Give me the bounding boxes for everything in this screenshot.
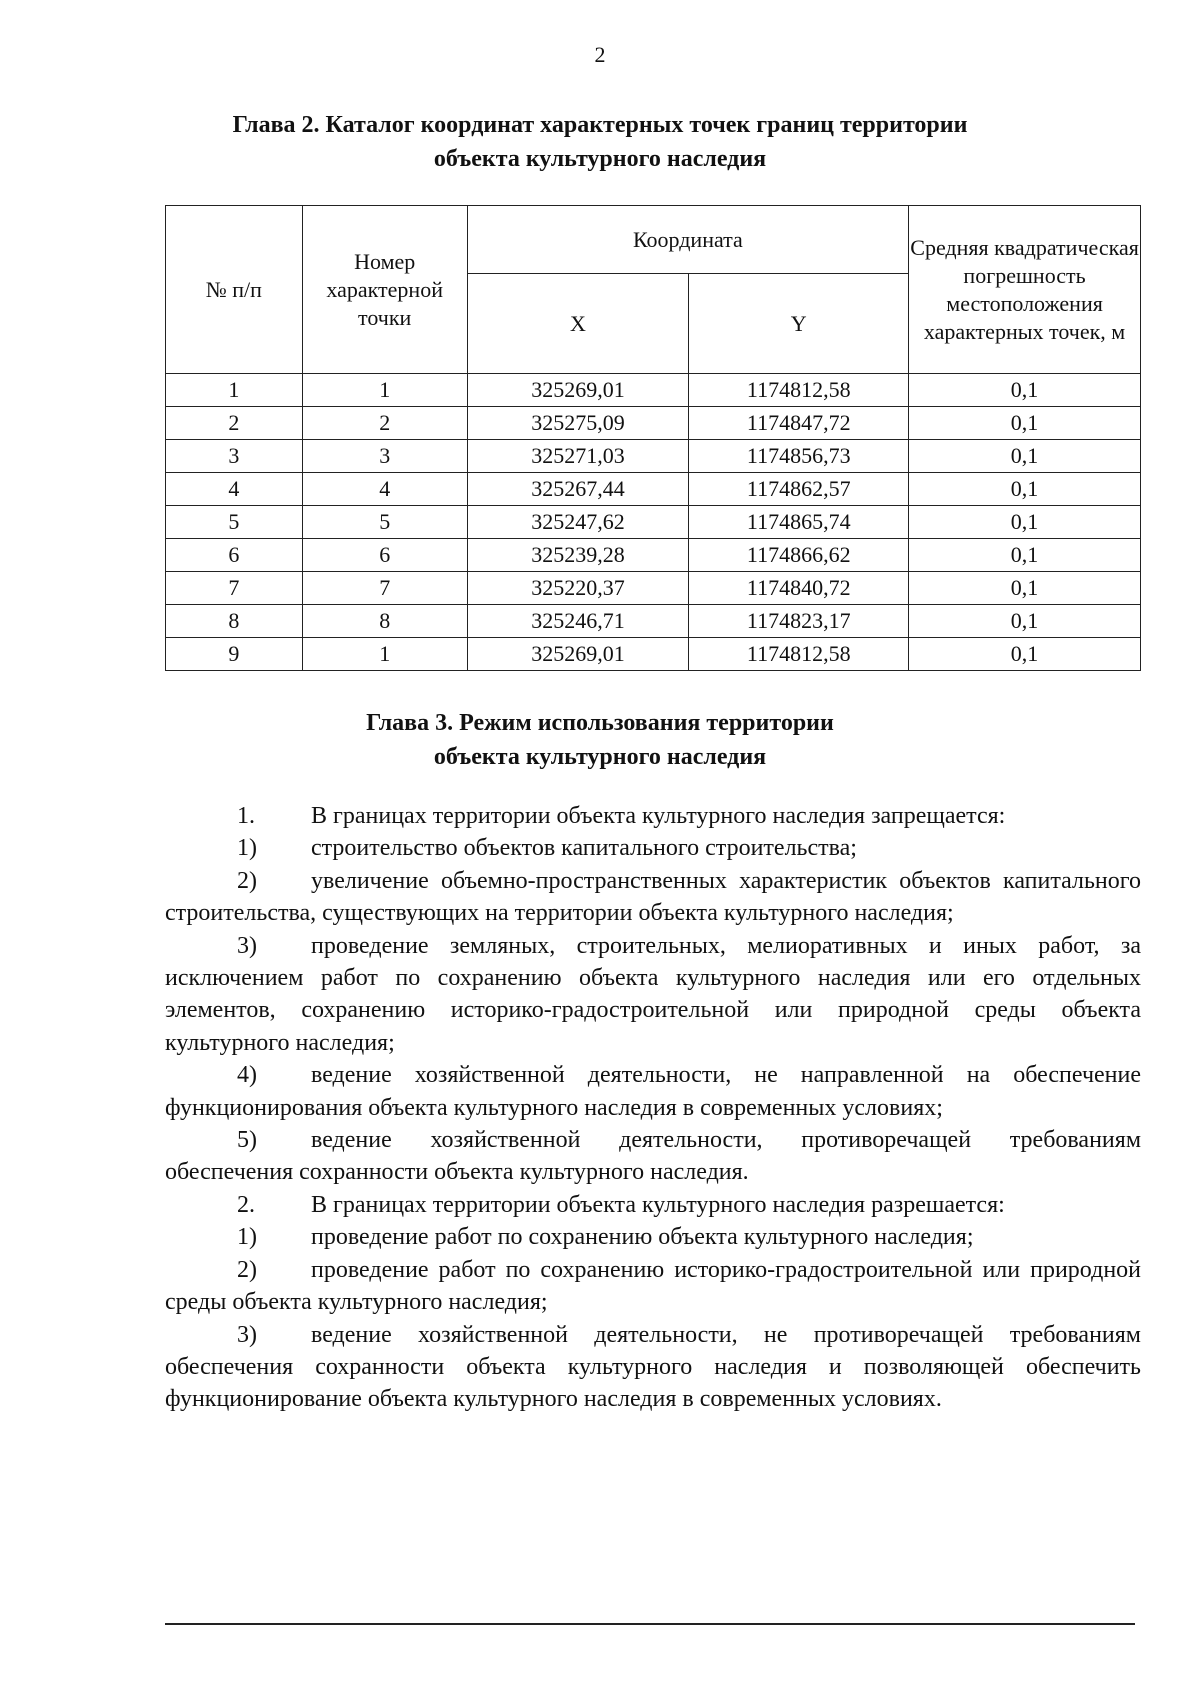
coordinates-table — [165, 205, 1141, 671]
coordinates-table-body — [166, 374, 1141, 671]
table-row — [166, 539, 1141, 572]
cell-x: 325247,62 — [467, 506, 689, 539]
paragraph — [165, 1059, 1141, 1124]
cell-y: 1174823,17 — [689, 605, 909, 638]
table-row — [166, 506, 1141, 539]
cell-point: 7 — [302, 572, 467, 605]
cell-x: 325275,09 — [467, 407, 689, 440]
cell-point: 8 — [302, 605, 467, 638]
paragraph-text: В границах территории объекта культурного наследия разрешается: — [311, 1191, 1005, 1218]
cell-error: 0,1 — [909, 605, 1141, 638]
paragraph-text: ведение хозяйственной деятельности, не направленной на обеспечение функционирования объекта культурного наследия в современных условиях; — [165, 1062, 1141, 1121]
paragraph-number: 2) — [237, 867, 257, 894]
header-error: Средняя квадратическая погрешность местоположения характерных точек, м — [909, 206, 1141, 374]
cell-error: 0,1 — [909, 572, 1141, 605]
table-row — [166, 572, 1141, 605]
cell-num: 5 — [166, 506, 303, 539]
bottom-rule — [165, 1623, 1135, 1625]
cell-x: 325220,37 — [467, 572, 689, 605]
cell-x: 325239,28 — [467, 539, 689, 572]
cell-point: 2 — [302, 407, 467, 440]
paragraph-number: 4) — [237, 1062, 257, 1089]
table-row — [166, 440, 1141, 473]
chapter-3-heading — [0, 706, 1200, 774]
cell-point: 4 — [302, 473, 467, 506]
paragraph-text: строительство объектов капитального строительства; — [311, 835, 857, 862]
paragraph-number: 1) — [237, 1224, 257, 1251]
cell-x: 325269,01 — [467, 374, 689, 407]
cell-x: 325269,01 — [467, 638, 689, 671]
paragraph-text: ведение хозяйственной деятельности, противоречащей требованиям обеспечения сохранности объекта культурного наследия. — [165, 1127, 1141, 1186]
cell-error: 0,1 — [909, 407, 1141, 440]
cell-num: 7 — [166, 572, 303, 605]
cell-y: 1174866,62 — [689, 539, 909, 572]
header-point: Номер характерной точки — [302, 206, 467, 374]
chapter-3-title-line2: объекта культурного наследия — [433, 744, 767, 770]
table-row — [166, 374, 1141, 407]
paragraph-text: увеличение объемно-пространственных характеристик объектов капитального строительства, существующих на территории объекта культурного наследия; — [165, 867, 1141, 927]
paragraph-number: 2) — [237, 1256, 257, 1283]
cell-point: 5 — [302, 506, 467, 539]
cell-num: 2 — [166, 407, 303, 440]
header-y: Y — [689, 274, 909, 374]
paragraph-text: проведение работ по сохранению объекта культурного наследия; — [311, 1224, 974, 1251]
paragraph — [165, 1254, 1141, 1319]
cell-error: 0,1 — [909, 440, 1141, 473]
paragraph-text: проведение работ по сохранению историко-градостроительной или природной среды объекта культурного наследия; — [165, 1256, 1141, 1316]
paragraph — [165, 832, 1141, 864]
paragraph-number: 5) — [237, 1127, 257, 1154]
cell-y: 1174865,74 — [689, 506, 909, 539]
cell-point: 3 — [302, 440, 467, 473]
chapter-2-heading — [0, 108, 1200, 176]
cell-point: 6 — [302, 539, 467, 572]
paragraph — [165, 1221, 1141, 1253]
cell-y: 1174856,73 — [689, 440, 909, 473]
paragraph-number: 3) — [237, 932, 257, 959]
cell-num: 6 — [166, 539, 303, 572]
chapter-2-title-line2: объекта культурного наследия — [433, 146, 767, 172]
cell-y: 1174812,58 — [689, 638, 909, 671]
cell-error: 0,1 — [909, 539, 1141, 572]
paragraph — [165, 1124, 1141, 1189]
chapter-2-title-line1: Глава 2. Каталог координат характерных точек границ территории — [232, 112, 968, 138]
cell-x: 325267,44 — [467, 473, 689, 506]
cell-x: 325246,71 — [467, 605, 689, 638]
table-row — [166, 407, 1141, 440]
paragraph-text: проведение земляных, строительных, мелиоративных и иных работ, за исключением работ по сохранению объекта культурного наследия или его отдельных элементов, сохранению историко-градостроительной или природной среды объекта культурного наследия; — [165, 932, 1141, 1056]
paragraph — [165, 865, 1141, 930]
table-row — [166, 605, 1141, 638]
cell-point: 1 — [302, 638, 467, 671]
paragraph-text: ведение хозяйственной деятельности, не противоречащей требованиям обеспечения сохранности объекта культурного наследия и позволяющей обеспечить функционирование объекта культурного наследия в современных условиях. — [165, 1321, 1141, 1413]
cell-num: 3 — [166, 440, 303, 473]
cell-num: 9 — [166, 638, 303, 671]
header-x: X — [467, 274, 689, 374]
regulations-text — [165, 800, 1141, 1416]
cell-error: 0,1 — [909, 473, 1141, 506]
paragraph — [165, 930, 1141, 1060]
cell-num: 4 — [166, 473, 303, 506]
cell-error: 0,1 — [909, 374, 1141, 407]
paragraph-text: В границах территории объекта культурного наследия запрещается: — [311, 803, 1006, 829]
cell-y: 1174847,72 — [689, 407, 909, 440]
cell-point: 1 — [302, 374, 467, 407]
paragraph — [165, 1319, 1141, 1416]
cell-num: 8 — [166, 605, 303, 638]
header-num: № п/п — [166, 206, 303, 374]
page-number: 2 — [594, 42, 606, 67]
cell-y: 1174812,58 — [689, 374, 909, 407]
paragraph-number: 2. — [237, 1191, 255, 1218]
paragraph-number: 3) — [237, 1321, 257, 1348]
paragraph — [165, 800, 1141, 832]
chapter-3-title-line1: Глава 3. Режим использования территории — [366, 710, 834, 736]
cell-error: 0,1 — [909, 506, 1141, 539]
cell-y: 1174840,72 — [689, 572, 909, 605]
paragraph-number: 1) — [237, 835, 257, 862]
header-coordinate: Координата — [467, 206, 908, 274]
paragraph-number: 1. — [237, 803, 255, 829]
cell-error: 0,1 — [909, 638, 1141, 671]
cell-x: 325271,03 — [467, 440, 689, 473]
table-row — [166, 473, 1141, 506]
table-row — [166, 638, 1141, 671]
cell-y: 1174862,57 — [689, 473, 909, 506]
cell-num: 1 — [166, 374, 303, 407]
paragraph — [165, 1189, 1141, 1221]
